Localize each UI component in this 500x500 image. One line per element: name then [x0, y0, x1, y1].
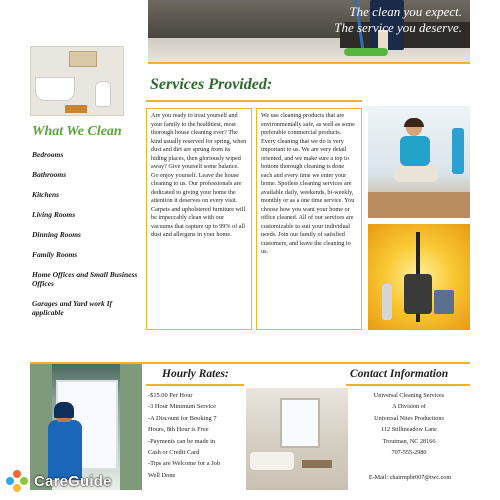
contact-title: Contact Information: [350, 368, 449, 380]
list-item: -Tips are Welcome for a Job: [148, 460, 221, 468]
list-item: -Payments can be made in: [148, 437, 216, 445]
bathroom-mat: [65, 105, 87, 113]
hourly-rates-title: Hourly Rates:: [162, 368, 229, 380]
list-item: Well Done: [148, 471, 176, 479]
bathroom-tub: [35, 77, 75, 101]
contact-email[interactable]: E-Mail: chairmpbr007@twc.com: [368, 474, 452, 481]
list-item: Dinning Rooms: [32, 230, 81, 239]
list-item: Kitchens: [32, 190, 60, 199]
equipment-tank: [404, 274, 432, 314]
rates-divider: [146, 384, 244, 386]
services-divider: [146, 100, 362, 102]
list-item: Living Rooms: [32, 210, 76, 219]
hourly-rates-list: [148, 390, 244, 481]
photo-floor: [368, 192, 470, 218]
list-item: Family Rooms: [32, 250, 78, 259]
contact-phone: 707-555-2980: [391, 449, 427, 457]
contact-division: A Division of: [392, 403, 426, 411]
woman-body: [400, 136, 430, 166]
list-item: Hours, 8th Hour is Free: [148, 426, 209, 434]
curtain-right: [120, 364, 142, 490]
contact-divider: [346, 384, 470, 386]
room-sofa: [250, 452, 294, 470]
living-room-photo: [246, 388, 348, 490]
careguide-brand: CareGuide: [34, 472, 112, 490]
services-text-left: Are you ready to treat yourself and your family to the healthiest, most thorough house cleaning ever? The kind usually reserved for spring, when dust and dirt are sprung from its hiding places, then gloriously wiped away? Give yourself some balance. Go enjoy yourself. Leave the house cleaning to us. Our professionals are dedicated to giving your home the attention it deserves on every visit. Carpets and upholstered furniture will be impeccably clean with our vacuums that capture up to 99% of all dust and allergens in your home.: [146, 108, 252, 330]
room-window: [280, 398, 320, 448]
bathroom-window: [69, 51, 97, 67]
list-item: -3 Hour Minimum Service: [148, 403, 216, 411]
services-title: Services Provided:: [150, 76, 273, 93]
contact-details: [352, 390, 466, 458]
banner-tagline-1: The clean you expect.: [349, 4, 462, 19]
list-item: Bedrooms: [32, 150, 64, 159]
contact-street: 112 Stillmeadow Lane: [381, 426, 437, 434]
contact-city: Troutman, NC 28166: [382, 437, 436, 445]
mop-head: [344, 48, 388, 56]
room-table: [302, 460, 332, 468]
banner-tagline-2: The service you deserve.: [334, 20, 462, 35]
spray-bottle: [452, 128, 464, 174]
banner-divider: [148, 62, 470, 64]
what-we-clean-title: What We Clean: [32, 124, 122, 139]
careguide-watermark: [6, 470, 112, 492]
equipment-bucket: [434, 290, 454, 314]
what-we-clean-list: [32, 150, 142, 328]
woman-hair: [404, 118, 424, 127]
careguide-logo-icon: [6, 470, 28, 492]
cleaner-cap: [54, 402, 74, 418]
bathroom-photo: [30, 46, 124, 116]
list-item: -$15.00 Per Hour: [148, 392, 193, 399]
list-item: Cash or Credit Card: [148, 449, 200, 457]
cleaning-equipment-photo: [368, 224, 470, 330]
services-text-right: We use cleaning products that are environmentally safe, as well as some preferable commercial products. Every cleaning that we do is very important to us. We are very detail oriented, and we make sure a top to bottom thorough cleaning is done each and every time we enter your home. Spotless cleaning services are available daily, weekends, bi-weekly, monthly or as a one time service. You choose how you want your home or office cleaned. All of our services are customizable to suit your individual needs. Join our family of satisfied customers, and leave the cleaning to us.: [256, 108, 362, 330]
contact-parent-company: Universal Nites Productions: [374, 414, 444, 422]
cleaning-woman-photo: [368, 106, 470, 218]
contact-company: Universal Cleaning Services: [373, 392, 445, 399]
bathroom-toilet: [95, 81, 111, 107]
equipment-mop: [382, 284, 392, 320]
list-item: Home Offices and Small Business Offices: [32, 270, 138, 288]
list-item: -A Discount for Booking 7: [148, 414, 217, 422]
woman-legs: [394, 166, 438, 182]
list-item: Bathrooms: [32, 170, 67, 179]
banner-photo: [148, 0, 470, 64]
list-item: Garages and Yard work If applicable: [32, 299, 113, 317]
